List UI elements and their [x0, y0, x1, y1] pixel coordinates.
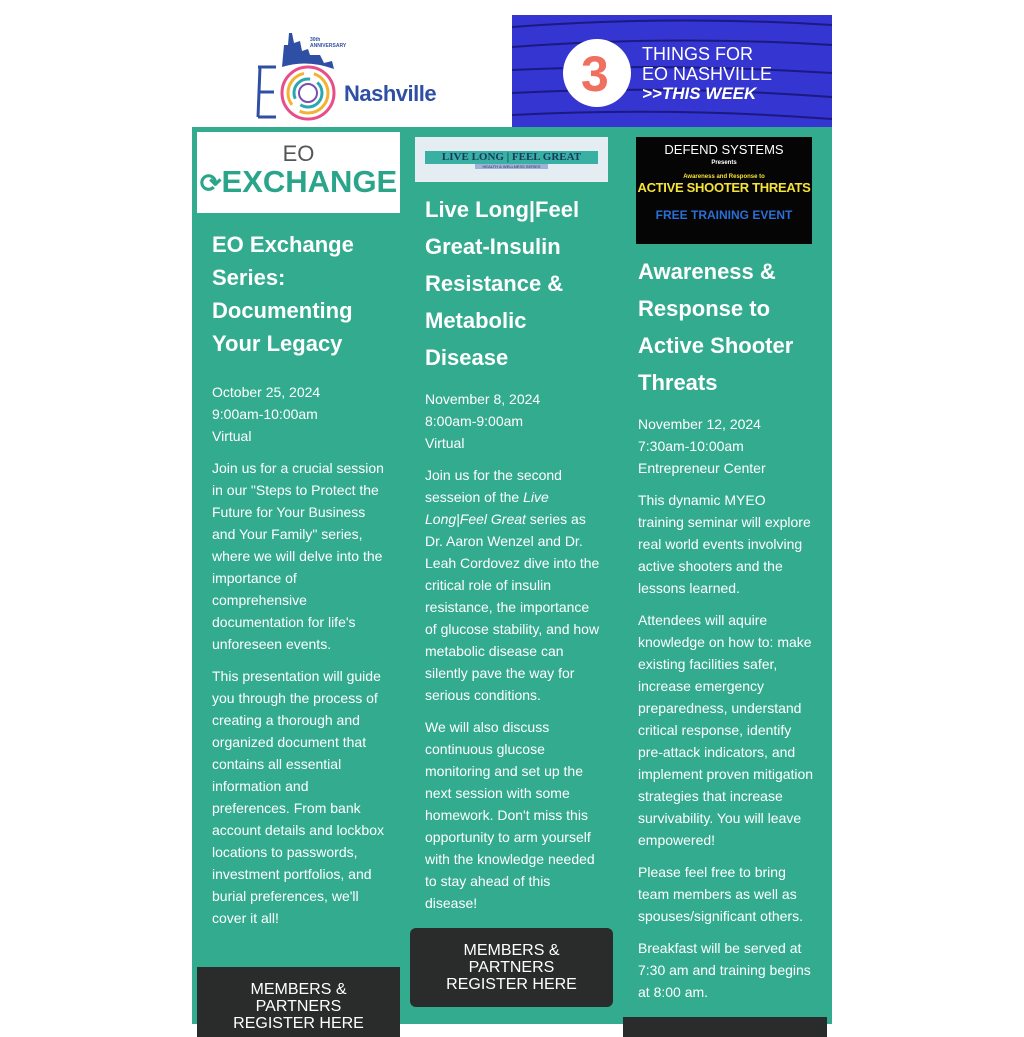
event-date: November 8, 2024	[425, 391, 541, 407]
active-shooter-text: ACTIVE SHOOTER THREATS	[637, 180, 811, 195]
presents-text: Presents	[711, 160, 737, 166]
event-time: 9:00am-10:00am	[212, 406, 318, 422]
event-description: This presentation will guide you through the process of creating a thorough and organized document that contains all essential information and preferences. From bank account details and lockbox locations to passwords, investment portfolios, and burial preferences, we'll cover it all!	[212, 668, 384, 926]
event-date: November 12, 2024	[638, 416, 761, 432]
series-name: Live Long|Feel Great	[425, 489, 549, 527]
banner-number: 3	[581, 46, 609, 102]
event-title[interactable]: EO Exchange Series: Documenting Your Legacy	[212, 232, 354, 356]
defend-systems-logo: DEFEND SYSTEMS	[664, 142, 784, 157]
this-week-banner	[512, 15, 832, 127]
event-date: October 25, 2024	[212, 384, 321, 400]
active-shooter-image	[636, 137, 812, 244]
event-location: Entrepreneur Center	[638, 460, 766, 476]
live-long-subtitle: HEALTH & WELLNESS SERIES	[475, 164, 548, 169]
event-time: 8:00am-9:00am	[425, 413, 524, 429]
free-training-text: FREE TRAINING EVENT	[655, 208, 793, 222]
event-column-2	[425, 191, 603, 914]
live-long-feel-great-image	[415, 137, 608, 182]
event-location: Virtual	[425, 435, 465, 451]
banner-line3: >>THIS WEEK	[642, 84, 757, 103]
event-title[interactable]: Live Long|Feel Great-Insulin Resistance & Metabolic Disease	[425, 197, 580, 370]
live-long-banner-text: LIVE LONG | FEEL GREAT	[425, 151, 598, 164]
logo-graphic	[192, 15, 512, 127]
event-description: Please feel free to bring team members as well as spouses/significant others.	[638, 864, 803, 924]
register-button-partial[interactable]	[623, 1017, 827, 1037]
register-button[interactable]: MEMBERS & PARTNERS REGISTER HERE	[410, 928, 613, 1007]
register-button[interactable]: MEMBERS & PARTNERS REGISTER HERE	[197, 967, 400, 1037]
logo-city: Nashville	[344, 81, 437, 106]
event-description: Breakfast will be served at 7:30 am and training begins at 8:00 am.	[638, 940, 811, 1000]
event-description	[425, 464, 603, 706]
eo-exchange-image	[197, 132, 400, 213]
event-time: 7:30am-10:00am	[638, 438, 744, 454]
refresh-icon: ⟳	[199, 168, 222, 198]
exchange-text: EXCHANGE	[221, 164, 398, 199]
event-description: This dynamic MYEO training seminar will explore real world events involving active shooters and the lessons learned.	[638, 492, 811, 596]
description-text: series as Dr. Aaron Wenzel and Dr. Leah Cordovez dive into the critical role of insulin resistance, the importance of glucose stability, and how metabolic disease can silently pave the way for serious conditions.	[425, 511, 600, 703]
awareness-text: Awareness and Response to	[683, 174, 765, 180]
exchange-eo-text: EO	[282, 141, 315, 166]
event-description: We will also discuss continuous glucose monitoring and set up the next session with some homework. Don't miss this opportunity to arm yourself with the knowledge needed to stay ahead of this disease!	[425, 719, 595, 911]
logo-anniversary: 30th ANNIVERSARY	[310, 37, 347, 49]
event-column-1	[212, 228, 390, 929]
event-column-3	[638, 253, 814, 1003]
newsletter	[192, 15, 832, 1032]
event-location: Virtual	[212, 428, 252, 444]
eo-nashville-logo	[192, 15, 512, 127]
event-description: Join us for a crucial session in our "Steps to Protect the Future for Your Business and Your Family" series, where we will delve into the importance of comprehensive documentation for life's unforeseen events.	[212, 460, 384, 652]
banner-line1: THINGS FOR	[642, 44, 753, 64]
event-title[interactable]: Awareness & Response to Active Shooter Threats	[638, 259, 794, 395]
description-text: Join us for the second sesseion of the	[425, 467, 562, 505]
event-description: Attendees will aquire knowledge on how to: make existing facilities safer, increase emergency preparedness, understand critical response, identify pre-attack indicators, and implement proven mitigation strategies that increase survivability. You will leave empowered!	[638, 612, 814, 848]
banner-line2: EO NASHVILLE	[642, 64, 773, 84]
